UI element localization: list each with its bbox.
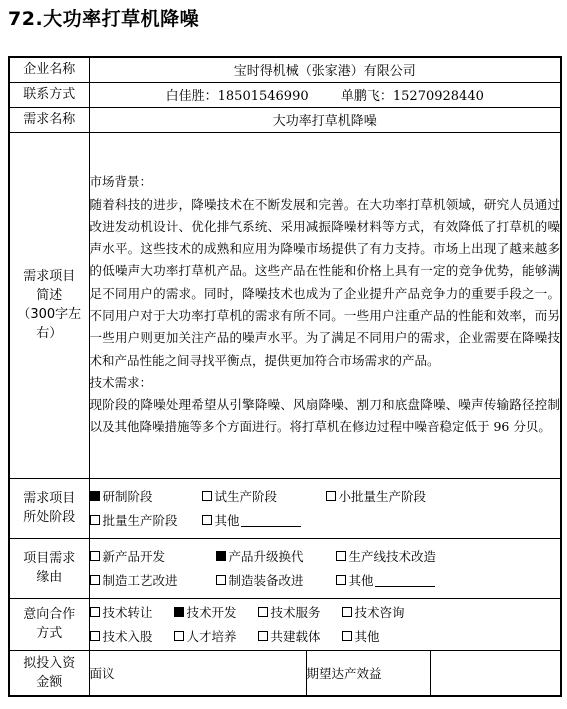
investment-value[interactable]: 面议 (89, 650, 306, 696)
description-row (9, 132, 561, 478)
stage-label (9, 478, 89, 538)
checkbox-icon[interactable] (90, 607, 100, 617)
origin-row (9, 538, 561, 598)
cooperation-option-1[interactable]: 技术开发 (174, 603, 258, 621)
checkbox-icon[interactable] (90, 575, 100, 585)
checkbox-icon[interactable] (336, 551, 346, 561)
cooperation-row (9, 598, 561, 650)
origin-option-0[interactable]: 新产品开发 (90, 547, 216, 565)
checkbox-icon[interactable] (90, 551, 100, 561)
checkbox-icon[interactable] (90, 631, 100, 641)
stage-row (9, 478, 561, 538)
origin-options (89, 538, 561, 598)
market-heading: 市场背景： (89, 174, 153, 190)
origin-label (9, 538, 89, 598)
other-blank-line[interactable] (375, 574, 435, 587)
cooperation-option-7[interactable]: 其他 (342, 627, 380, 645)
tech-text: 现阶段的降噪处理希望从引擎降噪、风扇降噪、割刀和底盘降噪、噪声传输路径控制以及其他降噪措施等多个方面进行。将打草机在修边过程中噪音稳定低于 96 分贝。 (89, 397, 560, 435)
contact-person-1: 白佳胜：18501546990 (165, 89, 309, 104)
benefit-label: 期望达产效益 (306, 650, 430, 696)
demand-name-value: 大功率打草机降噪 (89, 107, 561, 132)
cooperation-label (9, 598, 89, 650)
checkbox-icon[interactable] (202, 515, 212, 525)
stage-option-2[interactable]: 小批量生产阶段 (326, 487, 427, 505)
cooperation-label-line2: 方式 (36, 626, 63, 641)
stage-label-line1: 需求项目 (23, 491, 76, 506)
checkbox-icon[interactable] (216, 575, 226, 585)
cooperation-option-5[interactable]: 人才培养 (174, 627, 258, 645)
cooperation-label-line1: 意向合作 (23, 607, 76, 622)
demand-form-table (8, 56, 562, 697)
checkbox-icon[interactable] (90, 491, 100, 501)
checkbox-icon[interactable] (216, 551, 226, 561)
origin-label-line2: 缘由 (36, 570, 63, 585)
checkbox-icon[interactable] (342, 631, 352, 641)
stage-options (89, 478, 561, 538)
tech-heading: 技术需求： (89, 374, 153, 390)
origin-option-2[interactable]: 生产线技术改造 (336, 547, 437, 565)
company-value: 宝时得机械（张家港）有限公司 (89, 57, 561, 82)
stage-option-4[interactable]: 其他 (202, 511, 301, 529)
description-label (9, 132, 89, 478)
checkbox-icon[interactable] (342, 607, 352, 617)
checkbox-icon[interactable] (202, 491, 212, 501)
checkbox-icon[interactable] (258, 631, 268, 641)
company-label: 企业名称 (9, 57, 89, 82)
market-text: 随着科技的进步，降噪技术在不断发展和完善。在大功率打草机领域，研究人员通过改进发动机设计、优化排气系统、采用减振降噪材料等方式，有效降低了打草机的噪声水平。这些技术的成熟和应用为降噪市场提供了有力支持。市场上出现了越来越多的低噪声大功率打草机产品。这些产品在性能和价格上具有一定的竞争优势，能够满足不同用户的需求。同时，降噪技术也成为了企业提升产品竞争力的重要手段之一。不同用户对于大功率打草机的需求有所不同。一些用户注重产品的性能和效率，而另一些用户则更加关注产品的噪声水平。为了满足不同用户的需求，企业需要在降噪技术和产品性能之间寻找平衡点，提供更加符合市场需求的产品。 (89, 196, 560, 368)
description-label-line2: 简述 (36, 288, 63, 303)
origin-option-3[interactable]: 制造工艺改进 (90, 571, 216, 589)
origin-option-1[interactable]: 产品升级换代 (216, 547, 336, 565)
checkbox-icon[interactable] (326, 491, 336, 501)
stage-label-line2: 所处阶段 (23, 510, 76, 525)
checkbox-icon[interactable] (90, 515, 100, 525)
contact-value (89, 82, 561, 107)
cooperation-option-6[interactable]: 共建载体 (258, 627, 342, 645)
checkbox-icon[interactable] (174, 607, 184, 617)
checkbox-icon[interactable] (258, 607, 268, 617)
cooperation-option-0[interactable]: 技术转让 (90, 603, 174, 621)
stage-option-3[interactable]: 批量生产阶段 (90, 511, 202, 529)
contact-person-2: 单鹏飞：15270928440 (340, 89, 484, 104)
description-body (89, 132, 561, 478)
investment-label-line1: 拟投入资 (23, 655, 76, 671)
checkbox-icon[interactable] (174, 631, 184, 641)
demand-name-label: 需求名称 (9, 107, 89, 132)
cooperation-option-2[interactable]: 技术服务 (258, 603, 342, 621)
stage-option-1[interactable]: 试生产阶段 (202, 487, 326, 505)
origin-label-line1: 项目需求 (23, 551, 76, 566)
investment-label-line2: 金额 (36, 674, 63, 690)
cooperation-options (89, 598, 561, 650)
investment-label (9, 650, 89, 696)
benefit-value[interactable] (430, 650, 561, 696)
investment-row (9, 650, 561, 696)
origin-option-4[interactable]: 制造装备改进 (216, 571, 336, 589)
contact-row (9, 82, 561, 107)
checkbox-icon[interactable] (336, 575, 346, 585)
contact-label: 联系方式 (9, 82, 89, 107)
page-title: 72.大功率打草机降噪 (8, 8, 200, 30)
description-label-line3: （300字左 (17, 307, 82, 322)
demand-name-row (9, 107, 561, 132)
other-blank-line[interactable] (241, 514, 301, 527)
cooperation-option-3[interactable]: 技术咨询 (342, 603, 405, 621)
company-row (9, 57, 561, 82)
origin-option-5[interactable]: 其他 (336, 571, 435, 589)
description-label-line4: 右） (36, 326, 63, 341)
stage-option-0[interactable]: 研制阶段 (90, 487, 202, 505)
cooperation-option-4[interactable]: 技术入股 (90, 627, 174, 645)
description-label-line1: 需求项目 (23, 269, 76, 284)
